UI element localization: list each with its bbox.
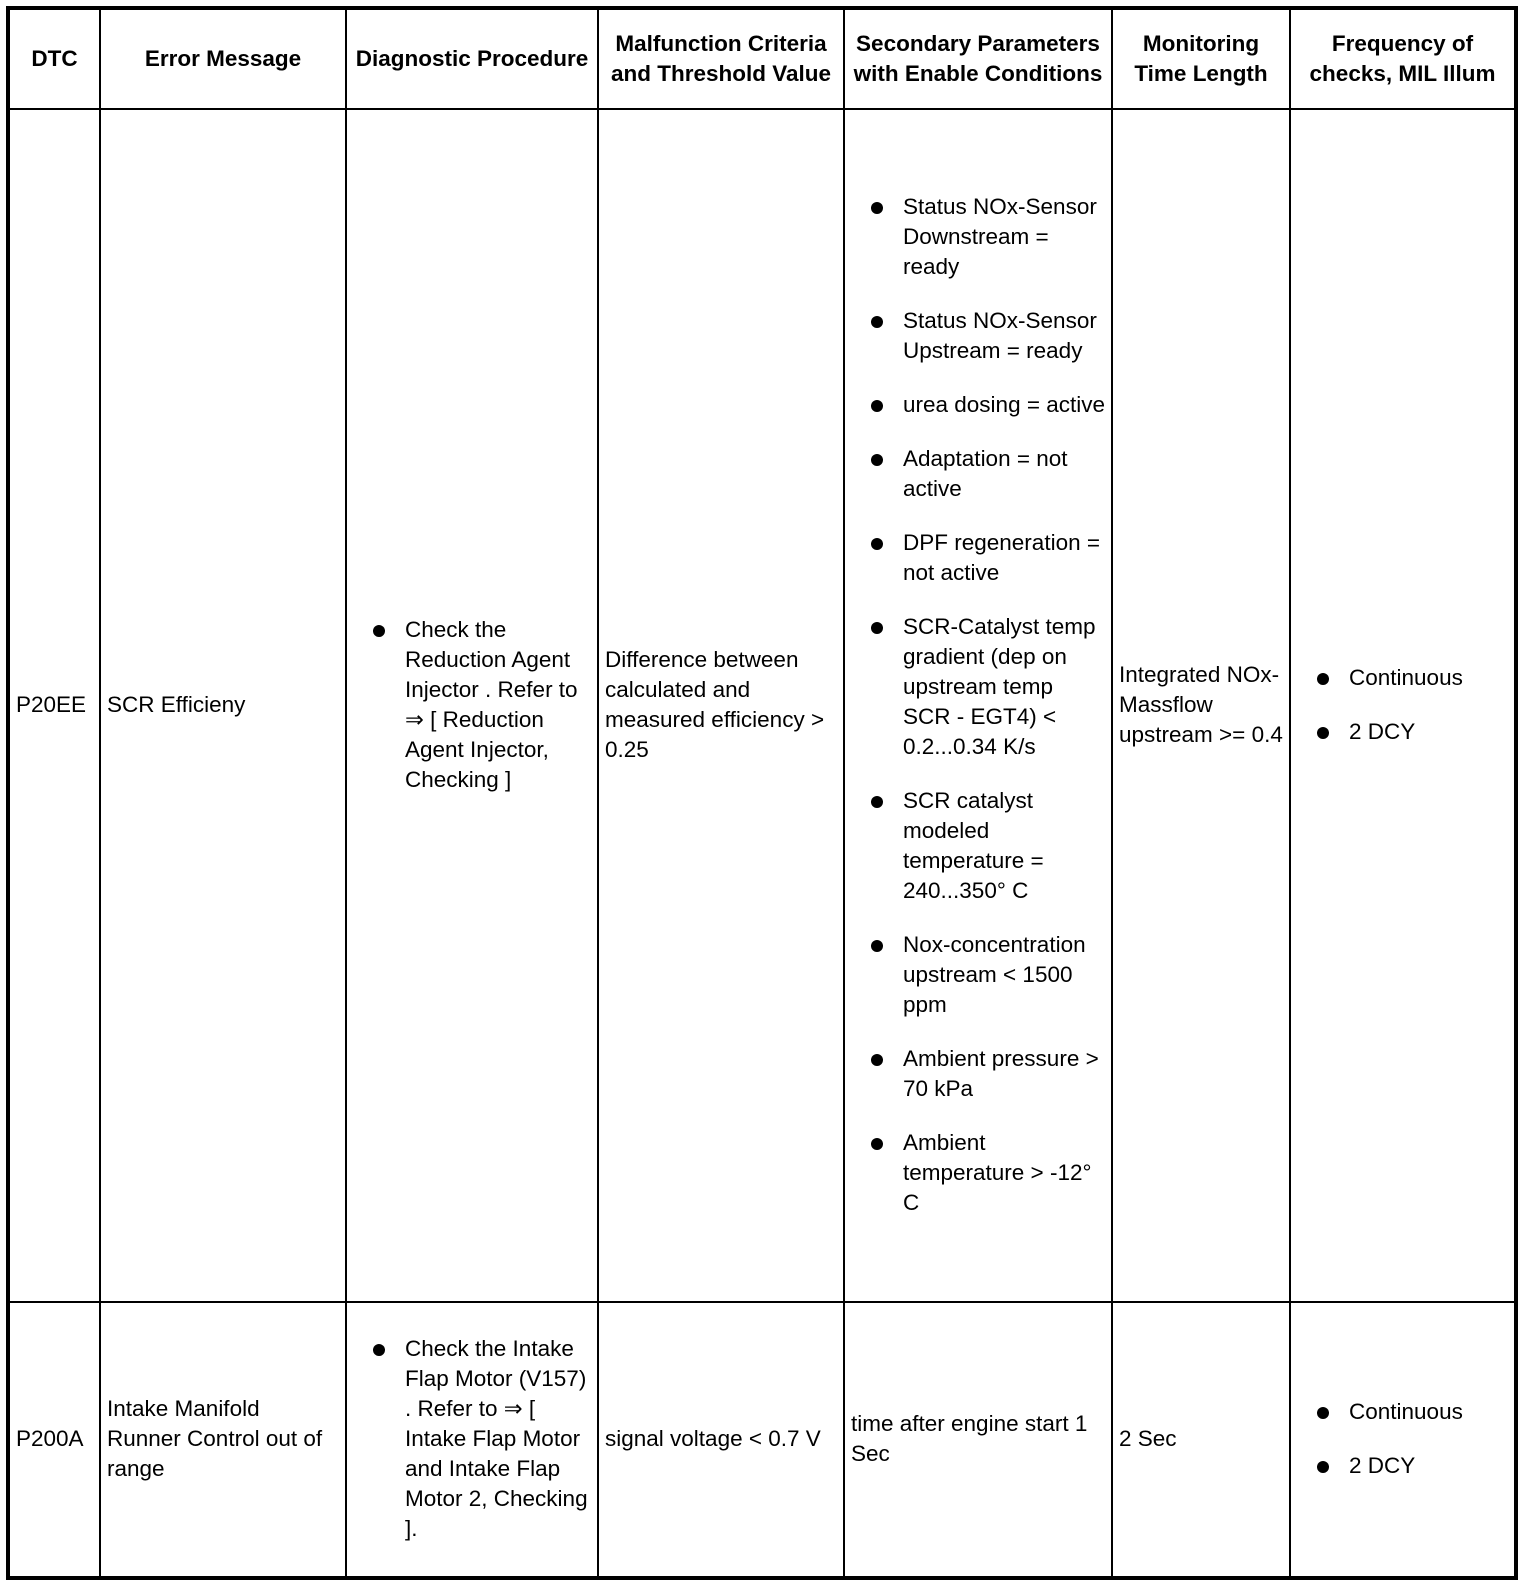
table-row [8,109,1516,1302]
header-malfunction-criteria: Malfunction Criteria and Threshold Value [598,8,844,109]
header-frequency: Frequency of checks, MIL Illum [1290,8,1516,109]
malfunction-criteria: signal voltage < 0.7 V [598,1302,844,1578]
list-item: 2 DCY [1297,1451,1508,1481]
header-secondary-parameters: Secondary Parameters with Enable Conditions [844,8,1112,109]
list-item: urea dosing = active [851,390,1105,420]
header-dtc: DTC [8,8,100,109]
header-row [8,8,1516,109]
diagnostic-procedure-list [353,1334,591,1544]
list-item: DPF regeneration = not active [851,528,1105,588]
dtc-table [6,6,1518,1580]
list-item: Check the Intake Flap Motor (V157) . Refer to ⇒ [ Intake Flap Motor and Intake Flap Motor 2, Checking ]. [353,1334,591,1544]
frequency-list [1297,1397,1508,1481]
diagnostic-procedure-list [353,615,591,795]
monitoring-time: 2 Sec [1112,1302,1290,1578]
monitoring-time: Integrated NOx-Massflow upstream >= 0.4 [1112,109,1290,1302]
list-item: SCR-Catalyst temp gradient (dep on upstream temp SCR - EGT4) < 0.2...0.34 K/s [851,612,1105,762]
header-error-message: Error Message [100,8,346,109]
dtc-code: P20EE [8,109,100,1302]
diagnostic-procedure [346,109,598,1302]
list-item: Nox-concentration upstream < 1500 ppm [851,930,1105,1020]
header-diagnostic-procedure: Diagnostic Procedure [346,8,598,109]
list-item: Ambient pressure > 70 kPa [851,1044,1105,1104]
error-message: SCR Efficieny [100,109,346,1302]
error-message: Intake Manifold Runner Control out of range [100,1302,346,1578]
list-item: Ambient temperature > -12° C [851,1128,1105,1218]
list-item: SCR catalyst modeled temperature = 240...350° C [851,786,1105,906]
list-item: Continuous [1297,1397,1508,1427]
header-monitoring-time: Monitoring Time Length [1112,8,1290,109]
frequency [1290,109,1516,1302]
list-item: Status NOx-Sensor Downstream = ready [851,192,1105,282]
list-item: 2 DCY [1297,717,1508,747]
list-item: Continuous [1297,663,1508,693]
frequency-list [1297,663,1508,747]
list-item: Status NOx-Sensor Upstream = ready [851,306,1105,366]
malfunction-criteria: Difference between calculated and measured efficiency > 0.25 [598,109,844,1302]
secondary-parameters [844,109,1112,1302]
secondary-parameters: time after engine start 1 Sec [844,1302,1112,1578]
table-row [8,1302,1516,1578]
diagnostic-procedure [346,1302,598,1578]
frequency [1290,1302,1516,1578]
list-item: Check the Reduction Agent Injector . Refer to ⇒ [ Reduction Agent Injector, Checking ] [353,615,591,795]
secondary-parameters-list [851,192,1105,1218]
list-item: Adaptation = not active [851,444,1105,504]
dtc-code: P200A [8,1302,100,1578]
